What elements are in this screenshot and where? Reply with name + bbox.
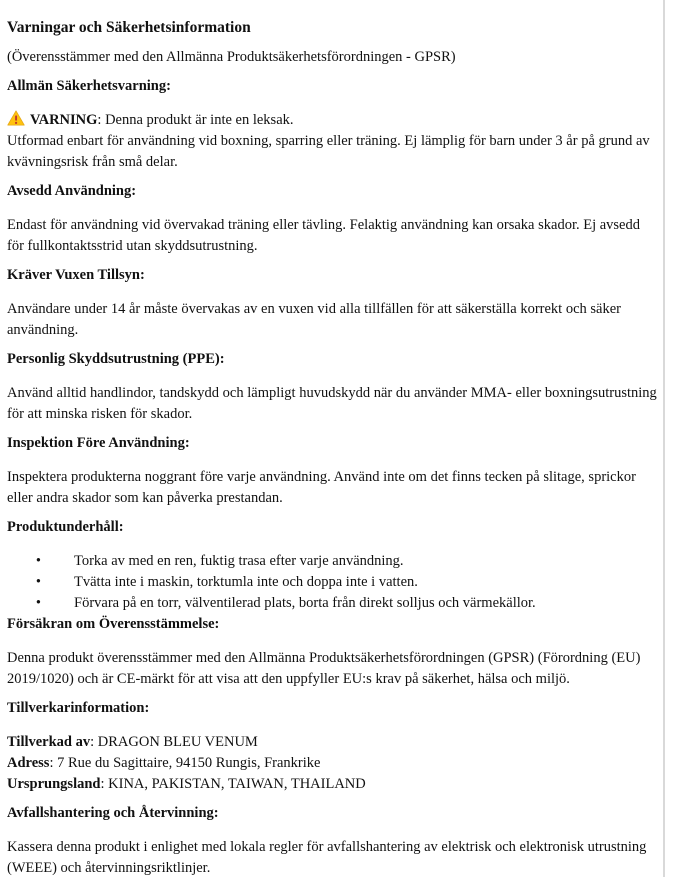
manufacturer-info-block bbox=[7, 732, 657, 795]
heading-conformity: Försäkran om Överensstämmelse: bbox=[7, 616, 220, 632]
page-edge-line bbox=[663, 0, 665, 877]
intended-use-body: Endast för användning vid övervakad träning eller tävling. Felaktig användning kan orsaka skador. Ej avsedd för fullkontaktsstrid utan skyddsutrustning. bbox=[7, 217, 640, 254]
address-line bbox=[7, 753, 657, 774]
heading-intended-use: Avsedd Användning: bbox=[7, 183, 137, 199]
warning-label: VARNING bbox=[30, 112, 98, 128]
disposal-body: Kassera denna produkt i enlighet med lokala regler för avfallshantering av elektrisk och elektronisk utrustning (WEEE) och återvinningsriktlinjer. bbox=[7, 839, 647, 876]
address-label: Adress bbox=[7, 755, 50, 771]
heading-maintenance: Produktunderhåll: bbox=[7, 519, 124, 535]
inspection-body: Inspektera produkterna noggrant före varje användning. Använd inte om det finns tecken på slitage, sprickor eller andra skador som kan påverka prestandan. bbox=[7, 469, 636, 506]
maintenance-bullet-3: Förvara på en torr, välventilerad plats, borta från direkt solljus och värmekällor. bbox=[74, 595, 536, 611]
bullet-marker: • bbox=[35, 595, 41, 611]
maintenance-bullet-list bbox=[7, 551, 657, 614]
conformity-body: Denna produkt överensstämmer med den Allmänna Produktsäkerhetsförordningen (GPSR) (Förordning (EU) 2019/1020) och är CE-märkt för att visa att den uppfyller EU:s krav på säkerhet, hälsa och miljö. bbox=[7, 650, 641, 687]
warning-label-rest: : Denna produkt är inte en leksak. bbox=[97, 112, 294, 128]
maintenance-bullet-1: Torka av med en ren, fuktig trasa efter varje användning. bbox=[74, 553, 404, 569]
warning-statement bbox=[7, 110, 657, 131]
origin-line bbox=[7, 774, 657, 795]
page-title: Varningar och Säkerhetsinformation bbox=[7, 19, 251, 36]
warning-triangle-icon bbox=[7, 110, 25, 126]
heading-adult-supervision: Kräver Vuxen Tillsyn: bbox=[7, 267, 145, 283]
maintenance-bullet-2: Tvätta inte i maskin, torktumla inte och doppa inte i vatten. bbox=[74, 574, 418, 590]
heading-manufacturer: Tillverkarinformation: bbox=[7, 700, 150, 716]
address-value: : 7 Rue du Sagittaire, 94150 Rungis, Frankrike bbox=[49, 755, 321, 771]
origin-label: Ursprungsland bbox=[7, 776, 101, 792]
ppe-body: Använd alltid handlindor, tandskydd och lämpligt huvudskydd när du använder MMA- eller boxningsutrustning för att minska risken för skador. bbox=[7, 385, 657, 422]
adult-supervision-body: Användare under 14 år måste övervakas av en vuxen vid alla tillfällen för att säkerställa korrekt och säker användning. bbox=[7, 301, 621, 338]
heading-ppe: Personlig Skyddsutrustning (PPE): bbox=[7, 351, 225, 367]
bullet-marker: • bbox=[35, 574, 41, 590]
list-item bbox=[7, 572, 657, 593]
manufacturer-label: Tillverkad av bbox=[7, 734, 91, 750]
general-safety-body: Utformad enbart för användning vid boxning, sparring eller träning. Ej lämplig för barn under 3 år på grund av kvävningsrisk från små delar. bbox=[7, 133, 650, 170]
list-item bbox=[7, 551, 657, 572]
manufacturer-line bbox=[7, 732, 657, 753]
manufacturer-value: : DRAGON BLEU VENUM bbox=[90, 734, 258, 750]
heading-disposal: Avfallshantering och Återvinning: bbox=[7, 805, 219, 821]
list-item bbox=[7, 593, 657, 614]
gpsr-subtitle: (Överensstämmer med den Allmänna Produktsäkerhetsförordningen - GPSR) bbox=[7, 49, 456, 65]
bullet-marker: • bbox=[35, 553, 41, 569]
heading-general-safety: Allmän Säkerhetsvarning: bbox=[7, 78, 171, 94]
origin-value: : KINA, PAKISTAN, TAIWAN, THAILAND bbox=[100, 776, 366, 792]
heading-inspection: Inspektion Före Användning: bbox=[7, 435, 190, 451]
